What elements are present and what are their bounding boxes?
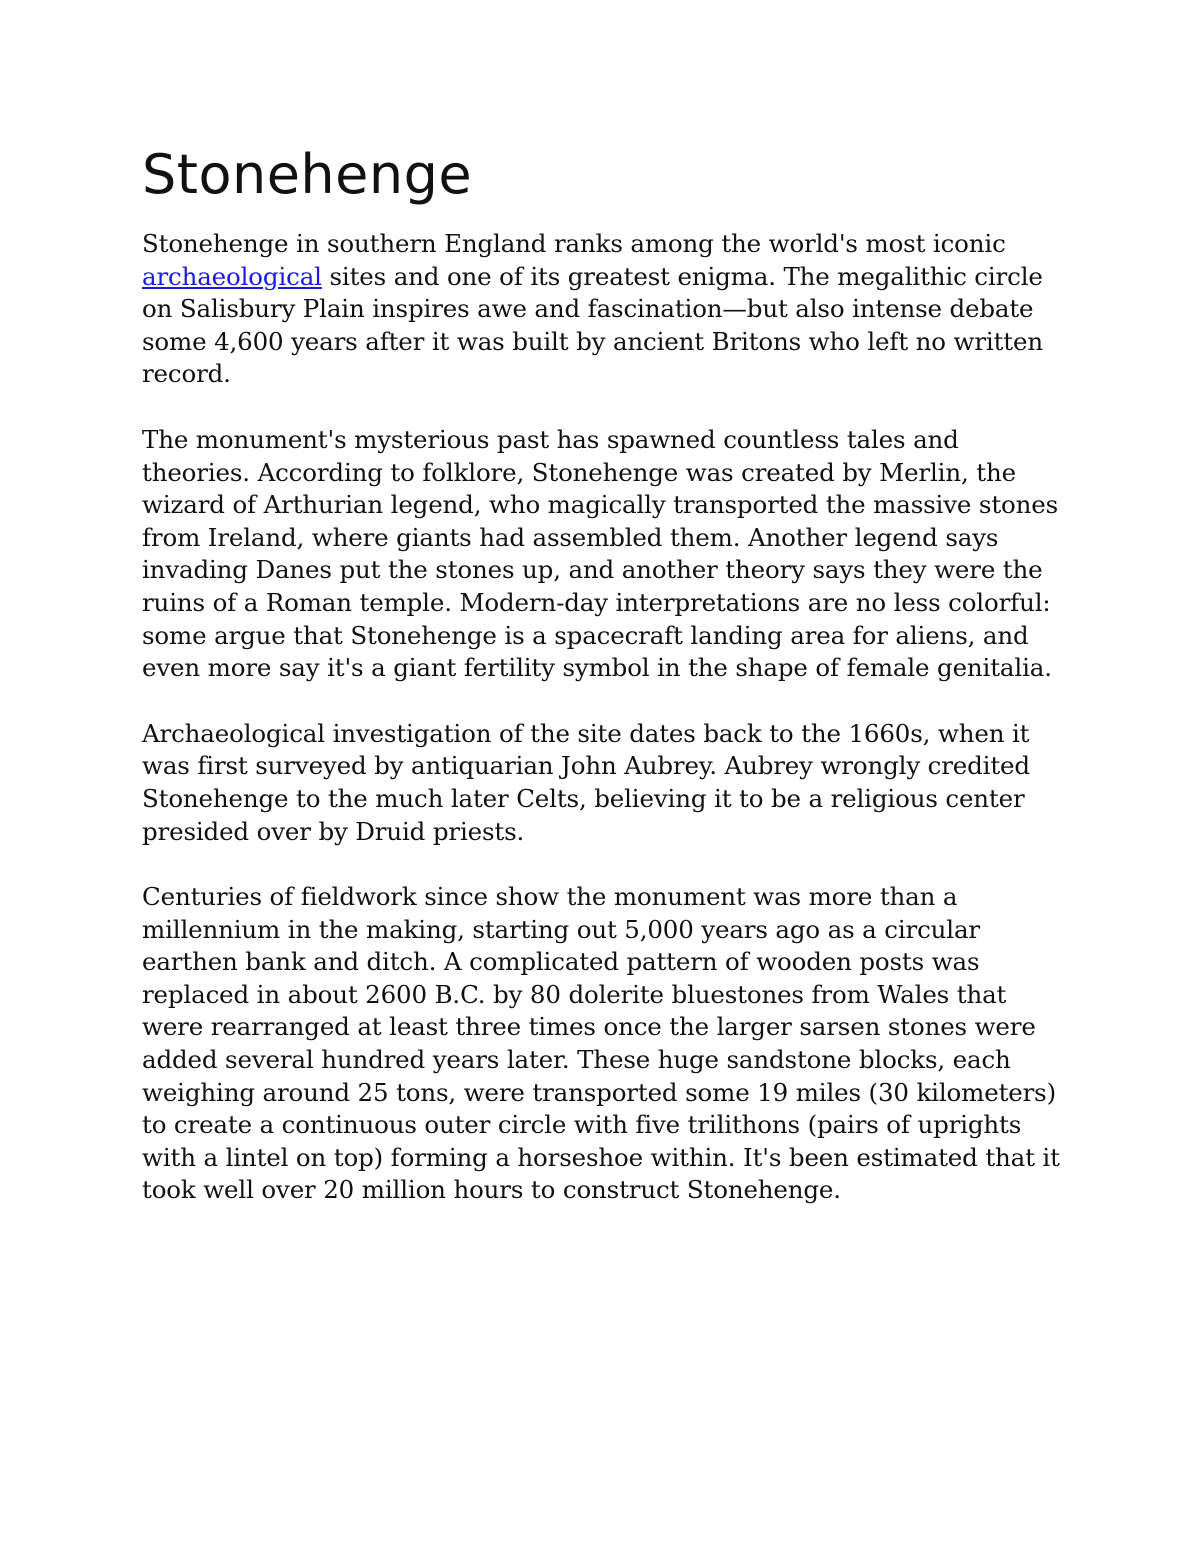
document-title: Stonehenge [142, 143, 473, 206]
paragraph-investigation: Archaeological investigation of the site dates back to the 1660s, when it was first surveyed by antiquarian John Aubrey. Aubrey wrongly credited Stonehenge to the much later Celts, believing it to be a religious center presided over by Druid priests. [142, 718, 1030, 846]
paragraph-construction: Centuries of fieldwork since show the monument was more than a millennium in the making, starting out 5,000 years ago as a circular earthen bank and ditch. A complicated pattern of wooden posts was replaced in about 2600 B.C. by 80 dolerite bluestones from Wales that were rearranged at least three times once the larger sarsen stones were added several hundred years later. These huge sandstone blocks, each weighing around 25 tons, were transported some 19 miles (30 kilometers) to create a continuous outer circle with five trilithons (pairs of uprights with a lintel on top) forming a horseshoe within. It's been estimated that it took well over 20 million hours to construct Stonehenge. [142, 882, 1060, 1205]
paragraph-intro [142, 228, 1062, 391]
archaeological-link[interactable]: archaeological [142, 261, 322, 291]
paragraph-intro-text-after: sites and one of its greatest enigma. The megalithic circle on Salisbury Plain inspires awe and fascination—but also intense debate some 4,600 years after it was built by ancient Britons who left no written record. [142, 261, 1043, 389]
paragraph-intro-text-before: Stonehenge in southern England ranks among the world's most iconic [142, 229, 1006, 258]
paragraph-legends: The monument's mysterious past has spawned countless tales and theories. According to folklore, Stonehenge was created by Merlin, the wizard of Arthurian legend, who magically transported the massive stones from Ireland, where giants had assembled them. Another legend says invading Danes put the stones up, and another theory says they were the ruins of a Roman temple. Modern-day interpretations are no less colorful: some argue that Stonehenge is a spacecraft landing area for aliens, and even more say it's a giant fertility symbol in the shape of female genitalia. [142, 424, 1059, 683]
document-body [142, 140, 1062, 1240]
